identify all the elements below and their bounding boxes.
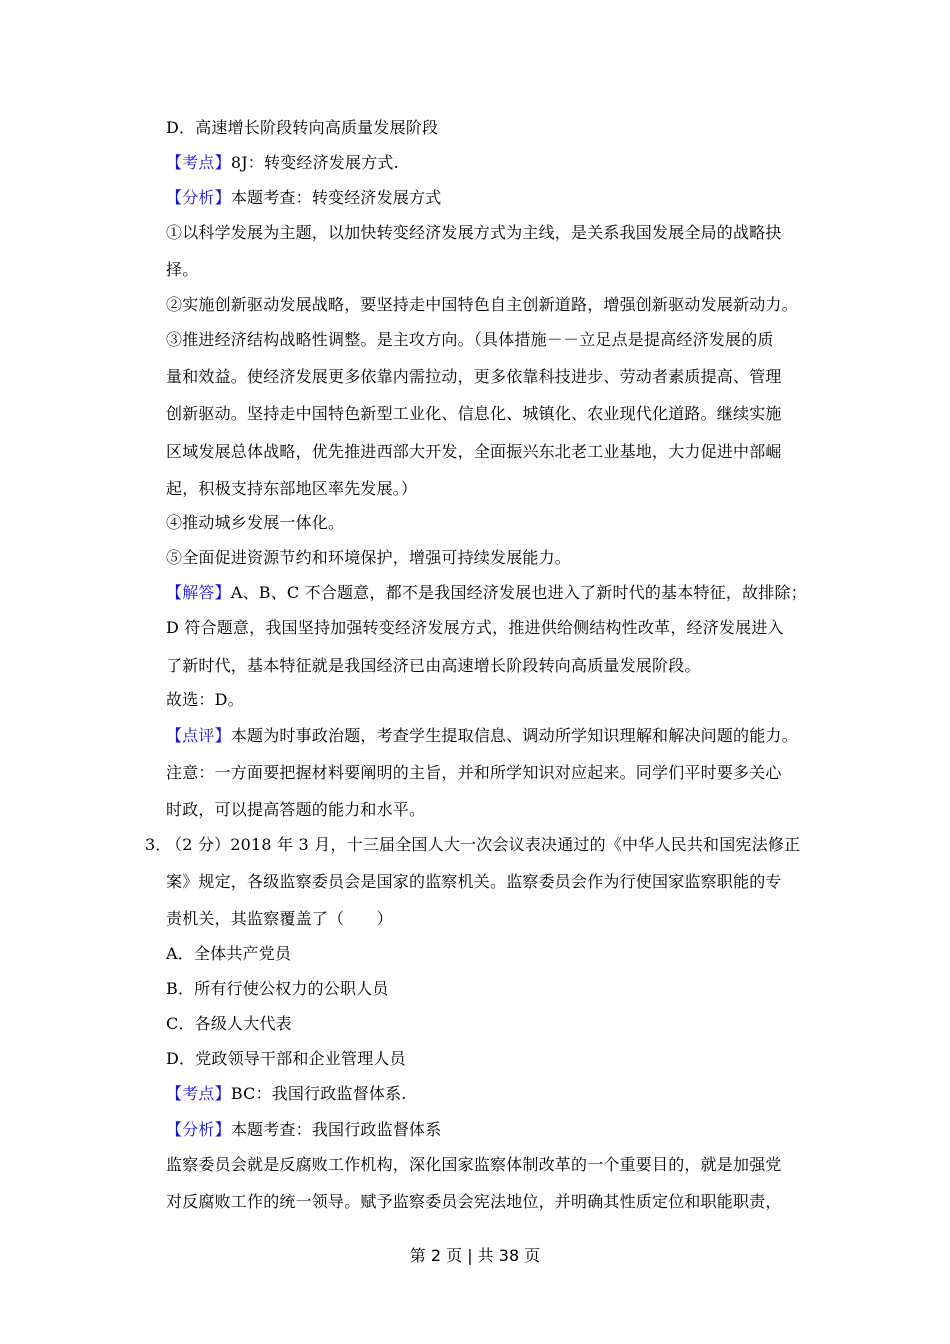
analysis-line: ③推进经济结构战略性调整。是主攻方向。（具体措施－－立足点是提高经济发展的质 bbox=[166, 330, 774, 349]
dianping-line: 时政，可以提高答题的能力和水平。 bbox=[166, 800, 426, 819]
q3-option-c: C．各级人大代表 bbox=[166, 1014, 292, 1033]
analysis-line: 择。 bbox=[166, 260, 199, 279]
answer-line: 故选：D。 bbox=[166, 690, 244, 709]
q3-stem-line: 案》规定，各级监察委员会是国家的监察机关。监察委员会作为行使国家监察职能的专 bbox=[166, 872, 782, 891]
kaodian-tag: 【考点】 bbox=[166, 1084, 231, 1103]
analysis-line: ⑤全面促进资源节约和环境保护，增强可持续发展能力。 bbox=[166, 548, 572, 567]
jieda-line: D 符合题意，我国坚持加强转变经济发展方式，推进供给侧结构性改革，经济发展进入 bbox=[166, 618, 784, 637]
q3-option-b: B．所有行使公权力的公职人员 bbox=[166, 979, 389, 998]
kaodian-text: BC：我国行政监督体系. bbox=[230, 1084, 407, 1103]
dianping-tag: 【点评】 bbox=[166, 726, 231, 745]
q3-stem-line: （2 分）2018 年 3 月，十三届全国人大一次会议表决通过的《中华人民共和国宪法修正 bbox=[166, 835, 801, 854]
analysis-line: ②实施创新驱动发展战略，要坚持走中国特色自主创新道路，增强创新驱动发展新动力。 bbox=[166, 295, 798, 314]
analysis-line: 区域发展总体战略，优先推进西部大开发，全面振兴东北老工业基地，大力促进中部崛 bbox=[166, 442, 782, 461]
q2-kaodian bbox=[166, 153, 399, 173]
q3-kaodian bbox=[166, 1084, 407, 1104]
q3-option-a: A．全体共产党员 bbox=[166, 944, 292, 963]
fenxi-tag: 【分析】 bbox=[166, 1120, 231, 1139]
dianping-text: 本题为时事政治题，考查学生提取信息、调动所学知识理解和解决问题的能力。 bbox=[230, 726, 798, 745]
analysis-line: 创新驱动。坚持走中国特色新型工业化、信息化、城镇化、农业现代化道路。继续实施 bbox=[166, 404, 782, 423]
q2-dianping bbox=[166, 726, 798, 746]
q2-option-d: D．高速增长阶段转向高质量发展阶段 bbox=[166, 118, 439, 137]
q3-stem-line: 责机关，其监察覆盖了（ ） bbox=[166, 909, 393, 928]
q2-fenxi bbox=[166, 188, 441, 208]
analysis-line: 起，积极支持东部地区率先发展。） bbox=[166, 479, 418, 498]
q3-number: 3． bbox=[145, 835, 172, 854]
analysis-line: 量和效益。使经济发展更多依靠内需拉动，更多依靠科技进步、劳动者素质提高、管理 bbox=[166, 367, 782, 386]
page-footer: 第 2 页 | 共 38 页 bbox=[409, 1246, 541, 1265]
fenxi-tag: 【分析】 bbox=[166, 188, 231, 207]
dianping-line: 注意：一方面要把握材料要阐明的主旨，并和所学知识对应起来。同学们平时要多关心 bbox=[166, 763, 782, 782]
q3-analysis-line: 对反腐败工作的统一领导。赋予监察委员会宪法地位，并明确其性质定位和职能职责， bbox=[166, 1192, 782, 1211]
analysis-line: ①以科学发展为主题，以加快转变经济发展方式为主线，是关系我国发展全局的战略抉 bbox=[166, 223, 782, 242]
analysis-line: ④推动城乡发展一体化。 bbox=[166, 513, 345, 532]
jieda-line: 了新时代，基本特征就是我国经济已由高速增长阶段转向高质量发展阶段。 bbox=[166, 656, 701, 675]
fenxi-text: 本题考查：我国行政监督体系 bbox=[230, 1120, 442, 1139]
kaodian-tag: 【考点】 bbox=[166, 153, 231, 172]
q3-analysis-line: 监察委员会就是反腐败工作机构，深化国家监察体制改革的一个重要目的，就是加强党 bbox=[166, 1155, 782, 1174]
fenxi-text: 本题考查：转变经济发展方式 bbox=[230, 188, 442, 207]
q2-jieda bbox=[166, 583, 807, 603]
jieda-tag: 【解答】 bbox=[166, 583, 231, 602]
q3-option-d: D．党政领导干部和企业管理人员 bbox=[166, 1049, 406, 1068]
jieda-text: A、B、C 不合题意，都不是我国经济发展也进入了新时代的基本特征，故排除； bbox=[230, 583, 807, 602]
kaodian-text: 8J：转变经济发展方式. bbox=[230, 153, 399, 172]
q3-fenxi bbox=[166, 1120, 441, 1140]
